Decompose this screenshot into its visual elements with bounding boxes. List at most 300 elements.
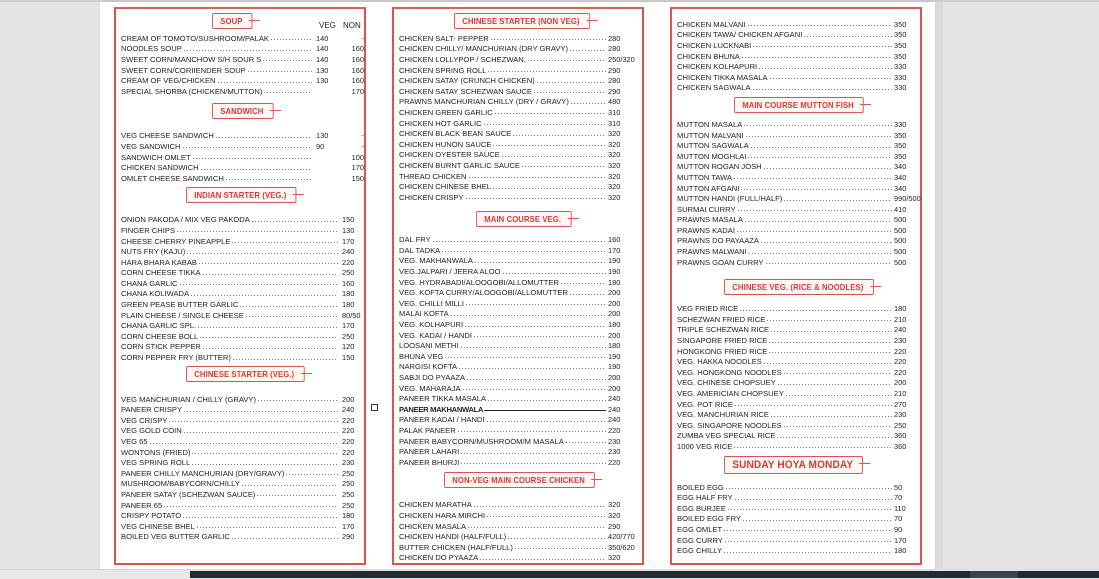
menu-item xyxy=(399,553,642,564)
menu-item-name: PALAK PANEER xyxy=(399,425,456,435)
menu-item-name: MUTTON HANDI (FULL/HALF) xyxy=(677,194,783,204)
menu-item-price: 70 xyxy=(894,514,903,524)
menu-item-nonveg-price: 160 xyxy=(351,44,364,54)
menu-item xyxy=(677,346,920,357)
dot-leader xyxy=(752,46,892,47)
menu-item xyxy=(677,514,920,525)
menu-item-name: CHICKEN SATAY SCHEZWAN SAUCE xyxy=(399,86,532,96)
dot-leader xyxy=(486,421,606,422)
dot-leader xyxy=(163,506,338,507)
dot-leader xyxy=(262,60,312,61)
dot-leader xyxy=(740,189,892,190)
menu-item xyxy=(121,426,364,437)
section-sandwich-header xyxy=(116,101,364,121)
menu-item xyxy=(121,225,364,236)
menu-item xyxy=(399,542,642,553)
dot-leader xyxy=(183,432,338,433)
menu-item-name: SCHEZWAN FRIED RICE xyxy=(677,314,766,324)
dot-leader xyxy=(565,442,606,443)
dot-leader xyxy=(183,411,338,412)
menu-item xyxy=(677,545,920,556)
menu-item-name: MUTTON MOGHLAI xyxy=(677,151,747,161)
menu-item-price: 280 xyxy=(608,44,621,54)
menu-item-name: CHICKEN HOT GARLIC xyxy=(399,118,482,128)
menu-item xyxy=(121,141,364,152)
dot-leader xyxy=(785,395,892,396)
menu-item-name: MUSHROOM/BABYCORN/CHILLY xyxy=(121,479,240,489)
menu-item-price: 210 xyxy=(894,314,907,324)
menu-item xyxy=(121,246,364,257)
menu-item-price: 270 xyxy=(894,399,907,409)
menu-item-name: MUTTON SAGWALA xyxy=(677,141,749,151)
menu-item xyxy=(399,107,642,118)
menu-item xyxy=(121,131,364,142)
menu-item-name: VEG. KADAI / HANDI xyxy=(399,330,473,340)
menu-item-name: PRAWNS KADAI xyxy=(677,225,735,235)
menu-item xyxy=(399,319,642,330)
menu-item-name: PANEER BHURJI xyxy=(399,457,460,467)
menu-item-name: CHICKEN GREEN GARLIC xyxy=(399,107,493,117)
menu-item-price: 280 xyxy=(608,76,621,86)
menu-item xyxy=(121,468,364,479)
menu-item-price: 230 xyxy=(608,436,621,446)
menu-item-name: GREEN PEASE BUTTER GARLIC xyxy=(121,300,239,310)
menu-item-price: 350 xyxy=(894,151,907,161)
menu-item-name: PLAIN CHEESE / SINGLE CHEESE xyxy=(121,310,244,320)
menu-item xyxy=(399,500,642,511)
menu-item-nonveg-price: - xyxy=(361,141,364,151)
menu-item xyxy=(399,330,642,341)
menu-item xyxy=(399,446,642,457)
menu-item-name: CHICKEN LOLLYPOP / SCHEZWAN, xyxy=(399,54,526,64)
section-main-course-veg-header xyxy=(394,209,642,229)
menu-item-name: MUTTON MALVANI xyxy=(677,130,744,140)
menu-item-price: 240 xyxy=(608,415,621,425)
dot-leader xyxy=(487,400,606,401)
menu-item-veg-price: 200 xyxy=(342,394,355,404)
menu-item-veg-price: 170 xyxy=(342,236,355,246)
menu-item xyxy=(399,181,642,192)
dot-leader xyxy=(183,50,312,51)
menu-item-name: NOODLES SOUP xyxy=(121,44,182,54)
menu-item-name: NARGISI KOFTA xyxy=(399,362,458,372)
menu-item xyxy=(399,425,642,436)
menu-item xyxy=(121,310,364,321)
dot-leader xyxy=(191,453,338,454)
mutton-fish-list xyxy=(672,119,920,267)
dot-leader xyxy=(202,348,338,349)
nonveg-main-chicken-list xyxy=(394,500,642,564)
menu-item-price: 50 xyxy=(894,482,903,492)
menu-item-price: 180 xyxy=(608,320,621,330)
menu-item-name: PANEER BABYCORN/MUSHROOM/M MASALA xyxy=(399,436,564,446)
menu-item-price: 290 xyxy=(608,86,621,96)
menu-item-name: PANEER MAKHANWALA xyxy=(399,404,484,414)
menu-item xyxy=(399,171,642,182)
menu-item-name: VEG. SINGAPORE NOODLES xyxy=(677,420,782,430)
menu-item-name: VEG. CHINESE CHOPSUEY xyxy=(677,378,776,388)
dot-leader xyxy=(256,495,338,496)
menu-item xyxy=(677,215,920,226)
dot-leader xyxy=(251,221,338,222)
non-veg-column-label: NON xyxy=(343,21,361,30)
dot-leader xyxy=(763,168,892,169)
menu-item-name: VEG SANDWICH xyxy=(121,141,181,151)
menu-item xyxy=(399,404,642,415)
menu-item-name: CHICKEN CHILLY/ MANCHURIAN (DRY GRAVY) xyxy=(399,44,569,54)
menu-item-price: 340 xyxy=(894,162,907,172)
menu-item xyxy=(677,151,920,162)
menu-item-price: 340 xyxy=(894,183,907,193)
dot-leader xyxy=(225,179,312,180)
menu-item-name: VEG. MAKHANWALA xyxy=(399,256,473,266)
dot-leader xyxy=(765,263,893,264)
dot-leader xyxy=(473,336,606,337)
menu-item-name: VEG CHEESE SANDWICH xyxy=(121,131,214,141)
menu-item-price: 500 xyxy=(894,236,907,246)
menu-item-name: SABJI DO PYAAZA xyxy=(399,373,466,383)
menu-item-name: VEG. POT RICE xyxy=(677,399,733,409)
menu-item xyxy=(677,193,920,204)
menu-item-price: 320 xyxy=(608,553,621,563)
dot-leader xyxy=(758,68,892,69)
menu-item-name: PRAWNS MASALA xyxy=(677,215,743,225)
dot-leader xyxy=(727,509,892,510)
menu-item-price: 220 xyxy=(608,425,621,435)
menu-item-price: 350 xyxy=(894,40,907,50)
menu-item xyxy=(399,436,642,447)
menu-item-veg-price: 220 xyxy=(342,447,355,457)
menu-item-price: 350 xyxy=(894,30,907,40)
menu-item xyxy=(121,436,364,447)
menu-item-price: 280 xyxy=(608,33,621,43)
menu-item-name: THREAD CHICKEN xyxy=(399,171,467,181)
dot-leader xyxy=(739,310,892,311)
menu-item xyxy=(121,457,364,468)
menu-item-name: VEG. CHILLI MILLI xyxy=(399,298,464,308)
menu-item-price: 500 xyxy=(894,247,907,257)
menu-item xyxy=(399,298,642,309)
menu-item-name: VEG FRIED RICE xyxy=(677,304,739,314)
menu-item xyxy=(677,325,920,336)
menu-item xyxy=(399,521,642,532)
menu-item xyxy=(399,510,642,521)
menu-item-name: CHICKEN MALVANI xyxy=(677,19,746,29)
menu-page xyxy=(100,2,935,569)
dot-leader xyxy=(192,158,312,159)
menu-item-veg-price: 150 xyxy=(342,353,355,363)
menu-item-price: 330 xyxy=(894,83,907,93)
menu-item-price: 220 xyxy=(894,357,907,367)
menu-item-price: 180 xyxy=(894,546,907,556)
dot-leader xyxy=(733,178,892,179)
menu-item xyxy=(677,130,920,141)
dot-leader xyxy=(560,283,606,284)
veg-column-label: VEG xyxy=(319,21,336,30)
menu-item-name: VEG CRISPY xyxy=(121,415,168,425)
menu-item-name: SURMAI CURRY xyxy=(677,204,736,214)
dot-leader xyxy=(182,147,313,148)
dot-leader xyxy=(747,25,893,26)
menu-item xyxy=(399,415,642,426)
menu-item xyxy=(121,342,364,353)
dot-leader xyxy=(241,485,338,486)
menu-item-name: SANDWICH OMLET xyxy=(121,152,191,162)
menu-item-name: TRIPLE SCHEZWAN RICE xyxy=(677,325,770,335)
menu-item-name: 1000 VEG RICE xyxy=(677,441,733,451)
dot-leader xyxy=(196,527,338,528)
menu-item-price: 310 xyxy=(608,118,621,128)
menu-item-name: SWEET CORN/MANCHOW S/H SOUR S xyxy=(121,54,262,64)
menu-item-name: WONTONS (FRIED) xyxy=(121,447,191,457)
dot-leader xyxy=(462,389,606,390)
menu-item xyxy=(399,160,642,171)
menu-item-price: 290 xyxy=(608,521,621,531)
taskbar xyxy=(190,571,1099,578)
menu-item xyxy=(121,479,364,490)
menu-item xyxy=(121,532,364,543)
menu-item xyxy=(121,352,364,363)
dot-leader xyxy=(741,57,892,58)
menu-item-veg-price: 220 xyxy=(342,437,355,447)
dot-leader xyxy=(736,231,892,232)
menu-item-price: 350 xyxy=(894,19,907,29)
dot-leader xyxy=(768,342,892,343)
menu-item-veg-price: 140 xyxy=(316,33,329,43)
dot-leader xyxy=(737,210,892,211)
menu-item-name: HONGKONG FRIED RICE xyxy=(677,346,768,356)
menu-item-name: BUTTER CHICKEN (HALF/FULL) xyxy=(399,542,513,552)
menu-item-price: 190 xyxy=(608,351,621,361)
dot-leader xyxy=(502,273,606,274)
menu-item-veg-price: 140 xyxy=(316,44,329,54)
menu-item-veg-price: 250 xyxy=(342,479,355,489)
dot-leader xyxy=(777,384,892,385)
dot-leader xyxy=(492,188,606,189)
menu-item xyxy=(121,510,364,521)
dot-leader xyxy=(783,426,892,427)
menu-item-name: PANEER SATAY (SCHEZWAN SAUCE) xyxy=(121,489,256,499)
dot-leader xyxy=(457,431,606,432)
menu-item-name: PRAWNS MANCHURIAN CHILLY (DRY / GRAVY) xyxy=(399,97,569,107)
menu-item-nonveg-price: 170 xyxy=(351,163,364,173)
menu-item-price: 220 xyxy=(894,346,907,356)
dot-leader xyxy=(514,548,606,549)
menu-item xyxy=(399,256,642,267)
menu-item-name: VEG.JALPARI / JEERA ALOO xyxy=(399,267,501,277)
menu-item xyxy=(399,192,642,203)
dot-leader xyxy=(245,316,338,317)
menu-item-name: BOILED EGG xyxy=(677,482,724,492)
dot-leader xyxy=(724,541,892,542)
sunday-hoya-monday-list xyxy=(672,482,920,556)
dot-leader xyxy=(803,36,892,37)
menu-item xyxy=(121,320,364,331)
menu-item-price: 170 xyxy=(608,245,621,255)
menu-item-veg-price: 240 xyxy=(342,247,355,257)
menu-item-name: VEG. KOFTA CURRY/ALOOGOBI/ALLOMUTTER xyxy=(399,288,568,298)
section-mutton-fish-header xyxy=(672,95,920,115)
dot-leader xyxy=(186,253,338,254)
menu-item xyxy=(399,340,642,351)
dot-leader xyxy=(168,421,338,422)
menu-item-name: CHICKEN CRISPY xyxy=(399,192,464,202)
menu-item-price: 310 xyxy=(608,107,621,117)
menu-item-name: PANEER TIKKA MASALA xyxy=(399,394,487,404)
chicken-main-list xyxy=(672,19,920,93)
dot-leader xyxy=(512,135,606,136)
menu-item-price: 170 xyxy=(894,535,907,545)
menu-item-price: 330 xyxy=(894,62,907,72)
menu-item-price: 350 xyxy=(894,130,907,140)
dot-leader xyxy=(492,145,606,146)
menu-item-veg-price: 130 xyxy=(316,131,329,141)
menu-item xyxy=(399,287,642,298)
menu-item xyxy=(677,172,920,183)
menu-item-veg-price: 80/50 xyxy=(342,310,361,320)
chinese-starter-veg-list xyxy=(116,394,364,542)
menu-item xyxy=(399,65,642,76)
dot-leader xyxy=(176,231,338,232)
menu-item-veg-price: 250 xyxy=(342,500,355,510)
menu-item-name: CHICKEN TAWA/ CHICKEN AFGANI xyxy=(677,30,803,40)
menu-item xyxy=(399,97,642,108)
menu-item-price: 330 xyxy=(894,72,907,82)
menu-item xyxy=(399,44,642,55)
dot-leader xyxy=(770,416,892,417)
menu-item-name: CREAM OF VEG/CHICKEN xyxy=(121,76,216,86)
menu-item xyxy=(121,215,364,226)
section-chinese-starter-nonveg-header xyxy=(394,11,642,31)
menu-item-veg-price: 130 xyxy=(316,65,329,75)
dot-leader xyxy=(215,137,312,138)
menu-item-name: PANEER CHILLY MANCHURIAN (DRY/GRAVY) xyxy=(121,468,285,478)
menu-item xyxy=(677,83,920,94)
menu-column-2 xyxy=(392,7,644,565)
menu-item-name: MUTTON AFGANI xyxy=(677,183,740,193)
menu-item-price: 90 xyxy=(894,524,903,534)
menu-item-name: EGG CHILLY xyxy=(677,546,723,556)
dot-leader xyxy=(285,474,338,475)
menu-item-name: VEG CHINESE BHEL xyxy=(121,521,195,531)
dot-leader xyxy=(494,113,606,114)
menu-item-name: CHICKEN CHINESE BHEL xyxy=(399,182,491,192)
menu-item xyxy=(677,356,920,367)
menu-item-price: 250 xyxy=(894,420,907,430)
section-title-chinese-veg-rice: CHINESE VEG. (RICE & NOODLES) xyxy=(724,279,874,295)
section-sunday-hoya-monday-header xyxy=(672,454,920,476)
menu-item-name: LOOSANI METHI xyxy=(399,341,459,351)
menu-item-price: 320 xyxy=(608,139,621,149)
dot-leader xyxy=(231,538,338,539)
menu-item-veg-price: 170 xyxy=(342,321,355,331)
menu-item xyxy=(677,314,920,325)
menu-item-price: 360 xyxy=(894,431,907,441)
menu-item-price: 200 xyxy=(608,309,621,319)
menu-item-name: SPECIAL SHORBA (CHICKEN/MUTTON) xyxy=(121,86,263,96)
menu-item xyxy=(677,441,920,452)
menu-item-name: CHICKEN SAGWALA xyxy=(677,83,751,93)
menu-item xyxy=(399,245,642,256)
menu-item-name: CORN STICK PEPPER xyxy=(121,342,201,352)
menu-item-name: PANEER 65 xyxy=(121,500,163,510)
menu-item xyxy=(399,266,642,277)
menu-item xyxy=(399,139,642,150)
menu-item xyxy=(121,331,364,342)
dot-leader xyxy=(479,559,606,560)
dot-leader xyxy=(490,39,606,40)
menu-item xyxy=(121,415,364,426)
dot-leader xyxy=(473,506,606,507)
dot-leader xyxy=(533,92,606,93)
dot-leader xyxy=(444,357,606,358)
menu-item-veg-price: 180 xyxy=(342,511,355,521)
section-chinese-veg-rice-header xyxy=(672,277,920,297)
menu-item-name: CHICKEN SATAY (CRUNCH CHICKEN) xyxy=(399,76,535,86)
dot-leader xyxy=(464,326,606,327)
menu-item xyxy=(399,351,642,362)
dot-leader xyxy=(217,82,312,83)
menu-item xyxy=(677,503,920,514)
menu-item-price: 240 xyxy=(894,325,907,335)
dot-leader xyxy=(766,320,892,321)
menu-item xyxy=(121,152,364,163)
menu-item xyxy=(399,383,642,394)
menu-item-veg-price: 240 xyxy=(342,405,355,415)
dot-leader xyxy=(466,379,606,380)
menu-item-price: 240 xyxy=(608,404,621,414)
menu-item xyxy=(677,204,920,215)
indian-starter-list xyxy=(116,215,364,363)
menu-item-name: VEG SPRING ROLL xyxy=(121,458,191,468)
menu-item-name: CHICKEN TIKKA MASALA xyxy=(677,72,768,82)
dot-leader xyxy=(783,200,892,201)
menu-item-name: BHUNA VEG xyxy=(399,351,444,361)
menu-item xyxy=(399,277,642,288)
dot-leader xyxy=(748,253,892,254)
menu-item-price: 180 xyxy=(894,304,907,314)
menu-item-veg-price: 160 xyxy=(342,278,355,288)
menu-item xyxy=(677,183,920,194)
menu-item-name: EGG OMLET xyxy=(677,524,723,534)
menu-item-name: PRAWNS DO PAYAAZA xyxy=(677,236,759,246)
dot-leader xyxy=(723,552,892,553)
menu-item-price: 500 xyxy=(894,225,907,235)
menu-item xyxy=(121,54,364,65)
menu-item-price: 500 xyxy=(894,215,907,225)
page-checkbox[interactable] xyxy=(371,404,378,411)
dot-leader xyxy=(460,347,607,348)
section-title-indian-starter: INDIAN STARTER (VEG.) xyxy=(186,187,297,203)
menu-item-veg-price: 130 xyxy=(316,76,329,86)
taskbar-active-item[interactable] xyxy=(970,571,1018,578)
dot-leader xyxy=(750,147,892,148)
dot-leader xyxy=(507,538,606,539)
menu-item-veg-price: 130 xyxy=(342,225,355,235)
menu-item xyxy=(399,393,642,404)
menu-item-veg-price: 180 xyxy=(342,289,355,299)
dot-leader xyxy=(521,166,606,167)
menu-item xyxy=(121,289,364,300)
menu-item xyxy=(677,409,920,420)
menu-item-price: 110 xyxy=(894,503,906,513)
menu-item-price: 200 xyxy=(894,378,907,388)
dot-leader xyxy=(733,447,892,448)
dot-leader xyxy=(734,499,892,500)
dot-leader xyxy=(752,89,892,90)
menu-item-price: 200 xyxy=(608,288,621,298)
menu-item xyxy=(121,278,364,289)
